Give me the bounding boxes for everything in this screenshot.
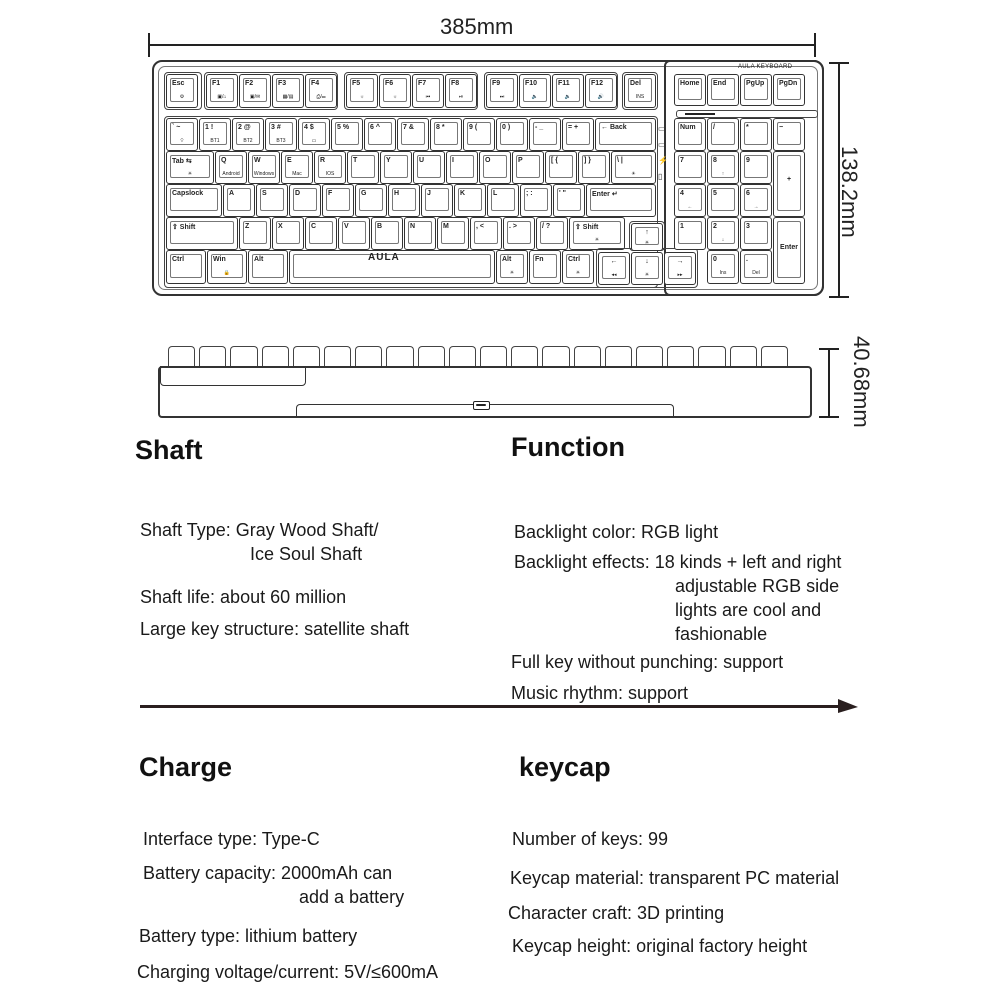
side-view-panel: [160, 366, 306, 386]
key-f11[interactable]: F11 🔉: [552, 74, 584, 108]
key-slash[interactable]: / ?: [536, 217, 568, 250]
caps-lock-indicator-icon: ▭: [658, 140, 666, 149]
key-win[interactable]: Win 🔒: [207, 250, 247, 284]
spec-keycap-material: Keycap material: transparent PC material: [510, 868, 840, 888]
key-num-7[interactable]: 7: [674, 151, 706, 184]
key-6[interactable]: 6 ^: [364, 118, 396, 151]
key-num-3[interactable]: 3: [740, 217, 772, 250]
key-y[interactable]: Y: [380, 151, 412, 184]
spec-backlight-effects-cont3: fashionable: [675, 624, 768, 644]
key-f[interactable]: F: [322, 184, 354, 217]
key-z[interactable]: Z: [239, 217, 271, 250]
key-left-shift[interactable]: ⇧ Shift: [166, 217, 238, 250]
battery-indicator-icon: ▯: [658, 172, 663, 181]
key-f3[interactable]: F3 ▦/▤: [272, 74, 304, 108]
side-view-keycaps: [168, 346, 788, 366]
key-right-ctrl[interactable]: Ctrl ☀: [562, 250, 594, 284]
key-s[interactable]: S: [256, 184, 288, 217]
panel-title: AULA KEYBOARD: [738, 64, 793, 70]
key-tab[interactable]: Tab ⇆ ☀: [166, 151, 214, 184]
key-left-ctrl[interactable]: Ctrl: [166, 250, 206, 284]
key-num-0[interactable]: 0 Ins: [707, 250, 739, 284]
key-num-9[interactable]: 9: [740, 151, 772, 184]
key-del[interactable]: Del INS: [624, 74, 656, 108]
key-num-divide[interactable]: /: [707, 118, 739, 151]
key-f7[interactable]: F7 ⏮: [412, 74, 444, 108]
key-r[interactable]: R IOS: [314, 151, 346, 184]
key-num-6[interactable]: 6 →: [740, 184, 772, 217]
key-m[interactable]: M: [437, 217, 469, 250]
section-title-function: Function: [511, 432, 625, 462]
key-equals[interactable]: = +: [562, 118, 594, 151]
section-title-charge: Charge: [139, 752, 233, 782]
key-4[interactable]: 4 $ ▭: [298, 118, 330, 151]
key-num-5[interactable]: 5: [707, 184, 739, 217]
key-pgdn[interactable]: PgDn: [773, 74, 805, 106]
key-3[interactable]: 3 # BT3: [265, 118, 297, 151]
key-num-1[interactable]: 1: [674, 217, 706, 250]
depth-dimension-label: 40.68mm: [849, 336, 874, 428]
spec-full-key: Full key without punching: support: [511, 652, 784, 672]
section-title-keycap: keycap: [519, 752, 611, 782]
key-esc[interactable]: Esc ⚙: [166, 74, 198, 108]
key-f9[interactable]: F9 ⏭: [486, 74, 518, 108]
key-g[interactable]: G: [355, 184, 387, 217]
key-f5[interactable]: F5 ☼: [346, 74, 378, 108]
spec-large-key-structure: Large key structure: satellite shaft: [140, 619, 410, 639]
key-backslash[interactable]: \ | ☀: [611, 151, 656, 184]
key-f10[interactable]: F10 🔈: [519, 74, 551, 108]
key-home[interactable]: Home: [674, 74, 706, 106]
key-semicolon[interactable]: ; :: [520, 184, 552, 217]
key-grave[interactable]: ` ~ ⌔: [166, 118, 198, 151]
key-n[interactable]: N: [404, 217, 436, 250]
key-fn[interactable]: Fn: [529, 250, 561, 284]
key-backspace[interactable]: ← Back: [595, 118, 656, 151]
key-e[interactable]: E Mac: [281, 151, 313, 184]
key-end[interactable]: End: [707, 74, 739, 106]
num-lock-indicator-icon: ▭: [658, 124, 666, 133]
side-light-slider: [676, 110, 818, 118]
divider-arrow-line: [140, 705, 846, 708]
key-k[interactable]: K: [454, 184, 486, 217]
key-f1[interactable]: F1 ▣/⌂: [206, 74, 238, 108]
key-w[interactable]: W Windows: [248, 151, 280, 184]
spec-charging-voltage: Charging voltage/current: 5V/≤600mA: [137, 962, 439, 982]
spec-interface-type: Interface type: Type-C: [143, 829, 320, 849]
key-left-alt[interactable]: Alt: [248, 250, 288, 284]
depth-dimension-line: [828, 348, 830, 418]
key-2[interactable]: 2 @ BT2: [232, 118, 264, 151]
key-f12[interactable]: F12 🔊: [585, 74, 617, 108]
spec-shaft-life: Shaft life: about 60 million: [140, 587, 347, 607]
key-l[interactable]: L: [487, 184, 519, 217]
spec-backlight-color: Backlight color: RGB light: [514, 522, 719, 542]
spec-shaft-type-cont: Ice Soul Shaft: [250, 544, 363, 564]
spec-battery-capacity-cont: add a battery: [299, 887, 405, 907]
spec-music-rhythm: Music rhythm: support: [511, 683, 689, 703]
key-x[interactable]: X: [272, 217, 304, 250]
spec-shaft-type: Shaft Type: Gray Wood Shaft/: [140, 520, 379, 540]
divider-arrow-head-icon: [838, 699, 858, 713]
key-j[interactable]: J: [421, 184, 453, 217]
key-num-plus[interactable]: +: [773, 151, 805, 217]
key-capslock[interactable]: Capslock: [166, 184, 222, 217]
key-period[interactable]: . >: [503, 217, 535, 250]
key-enter[interactable]: Enter ↵: [586, 184, 656, 217]
key-c[interactable]: C: [305, 217, 337, 250]
key-v[interactable]: V: [338, 217, 370, 250]
key-num-enter[interactable]: Enter: [773, 217, 805, 284]
key-num-decimal[interactable]: . Del: [740, 250, 772, 284]
spec-battery-type: Battery type: lithium battery: [139, 926, 358, 946]
key-pgup[interactable]: PgUp: [740, 74, 772, 106]
key-h[interactable]: H: [388, 184, 420, 217]
key-0[interactable]: 0 ): [496, 118, 528, 151]
key-comma[interactable]: , <: [470, 217, 502, 250]
key-minus[interactable]: - _: [529, 118, 561, 151]
key-num-8[interactable]: 8 ↑: [707, 151, 739, 184]
key-p[interactable]: P: [512, 151, 544, 184]
width-dimension-label: 385mm: [440, 14, 514, 39]
spec-backlight-effects-cont1: adjustable RGB side: [675, 576, 840, 596]
key-num-multiply[interactable]: *: [740, 118, 772, 151]
key-5[interactable]: 5 %: [331, 118, 363, 151]
height-dimension-label: 138.2mm: [837, 146, 862, 238]
key-lbracket[interactable]: [ {: [545, 151, 577, 184]
spec-backlight-effects-cont2: lights are cool and: [675, 600, 822, 620]
key-q[interactable]: Q Android: [215, 151, 247, 184]
key-arrow-right[interactable]: → ▸▸: [664, 252, 696, 285]
key-t[interactable]: T: [347, 151, 379, 184]
key-i[interactable]: I: [446, 151, 478, 184]
key-arrow-down[interactable]: ↓ ☀: [631, 252, 663, 285]
key-7[interactable]: 7 &: [397, 118, 429, 151]
key-numlock[interactable]: Num: [674, 118, 706, 151]
spec-keycap-height: Keycap height: original factory height: [512, 936, 808, 956]
key-1[interactable]: 1 ! BT1: [199, 118, 231, 151]
key-right-shift[interactable]: ⇧ Shift ☀: [569, 217, 625, 250]
key-num-2[interactable]: 2 ↓: [707, 217, 739, 250]
spec-character-craft: Character craft: 3D printing: [508, 903, 725, 923]
key-rbracket[interactable]: ] }: [578, 151, 610, 184]
key-9[interactable]: 9 (: [463, 118, 495, 151]
key-d[interactable]: D: [289, 184, 321, 217]
aula-logo: AULA: [368, 252, 400, 263]
key-a[interactable]: A: [223, 184, 255, 217]
key-o[interactable]: O: [479, 151, 511, 184]
key-f2[interactable]: F2 ▣/✉: [239, 74, 271, 108]
key-arrow-up[interactable]: ↑ ☀: [631, 223, 663, 251]
key-arrow-left[interactable]: ← ◂◂: [598, 252, 630, 285]
key-u[interactable]: U: [413, 151, 445, 184]
key-quote[interactable]: ' ": [553, 184, 585, 217]
spec-number-of-keys: Number of keys: 99: [512, 829, 669, 849]
usb-c-port-icon: [473, 401, 490, 410]
section-title-shaft: Shaft: [135, 435, 203, 465]
key-f4[interactable]: F4 ⎙/▭: [305, 74, 337, 108]
width-dimension-line: [148, 44, 816, 46]
charging-indicator-icon: ⚡: [658, 156, 668, 165]
key-b[interactable]: B: [371, 217, 403, 250]
spec-battery-capacity: Battery capacity: 2000mAh can: [143, 863, 393, 883]
spec-backlight-effects: Backlight effects: 18 kinds + left and right: [514, 552, 842, 572]
key-right-alt[interactable]: Alt ☀: [496, 250, 528, 284]
key-num-minus[interactable]: −: [773, 118, 805, 151]
key-f6[interactable]: F6 ☼: [379, 74, 411, 108]
key-8[interactable]: 8 *: [430, 118, 462, 151]
key-num-4[interactable]: 4 ←: [674, 184, 706, 217]
key-f8[interactable]: F8 ⏯: [445, 74, 477, 108]
